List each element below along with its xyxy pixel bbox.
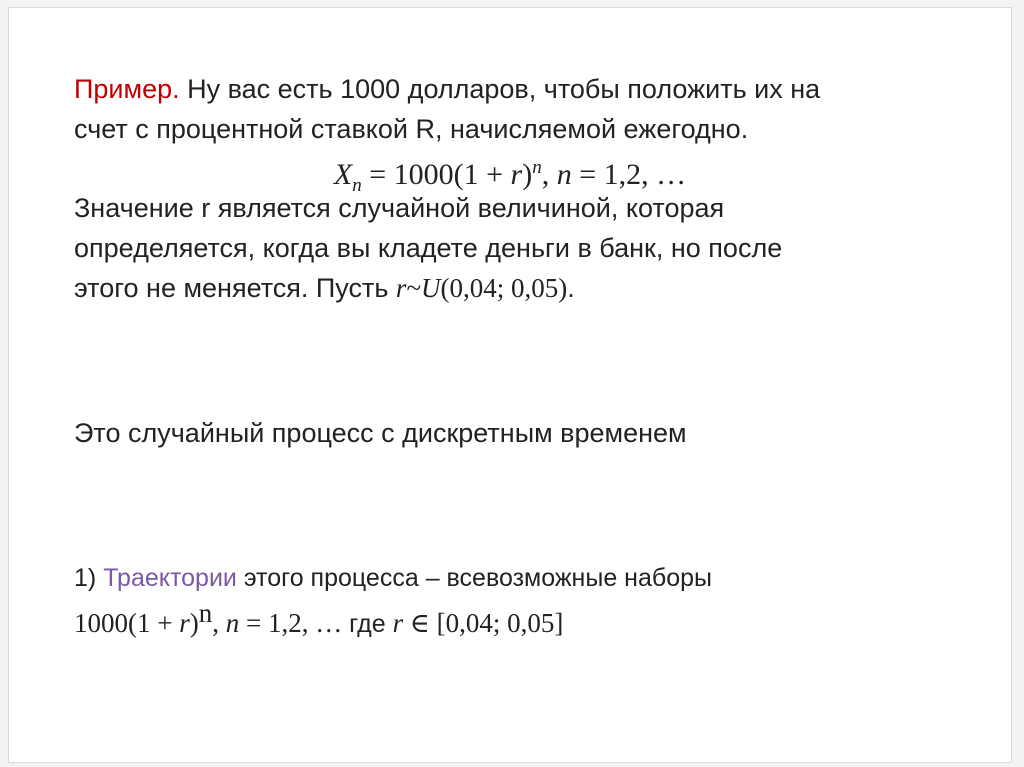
trajectories-rest: этого процесса – всевозможные наборы — [236, 564, 712, 592]
description-end: . — [567, 273, 575, 303]
formula-n: n — [556, 158, 572, 191]
formula-rhs-b: ) — [522, 158, 533, 191]
formula-tail-b: = 1,2, … — [571, 158, 687, 191]
example-label: Пример. — [74, 74, 180, 104]
trajectories-number: 1) — [74, 564, 104, 592]
distribution-tilde: ~ — [406, 273, 422, 303]
trajectories-expr-r: r — [179, 608, 190, 638]
description-line-1: Значение r является случайной величиной, которая — [74, 193, 725, 223]
formula-variable: X — [333, 158, 353, 191]
formula-rhs-a: = 1000(1 + — [361, 158, 511, 191]
description-line-3 — [74, 271, 575, 305]
trajectories-where: где — [342, 610, 393, 638]
trajectories-expr-a: 1000(1 + — [74, 608, 180, 638]
example-line-1 — [74, 72, 820, 106]
process-statement: Это случайный процесс с дискретным временем — [74, 418, 687, 448]
distribution-args: (0,04; 0,05) — [440, 273, 568, 303]
formula-r: r — [510, 158, 523, 191]
distribution-U: U — [421, 273, 441, 303]
example-text-1: Ну вас есть 1000 долларов, чтобы положить их на — [179, 74, 821, 104]
trajectories-term: Траектории — [103, 564, 237, 592]
formula-superscript: n — [532, 157, 542, 178]
trajectories-expr-c: , — [212, 608, 226, 638]
trajectories-expr-sup: n — [198, 598, 213, 628]
description-line-2: определяется, когда вы кладете деньги в банк, но после — [74, 233, 783, 263]
trajectories-cond-rest: ∈ [0,04; 0,05] — [403, 608, 564, 638]
trajectories-expr-d: = 1,2, … — [239, 608, 343, 638]
trajectories-expr-b: ) — [189, 608, 199, 638]
description-text-3: этого не меняется. Пусть — [74, 273, 396, 303]
trajectories-line-2 — [74, 596, 563, 641]
example-line-2: счет с процентной ставкой R, начисляемой ежегодно. — [74, 114, 749, 144]
slide — [8, 7, 1012, 763]
trajectories-expr-n: n — [225, 608, 240, 638]
formula-subscript: n — [352, 175, 362, 196]
trajectories-cond-r: r — [392, 608, 404, 638]
formula-tail-a: , — [541, 158, 557, 191]
distribution-r: r — [395, 273, 407, 303]
trajectories-line-1 — [74, 561, 712, 595]
